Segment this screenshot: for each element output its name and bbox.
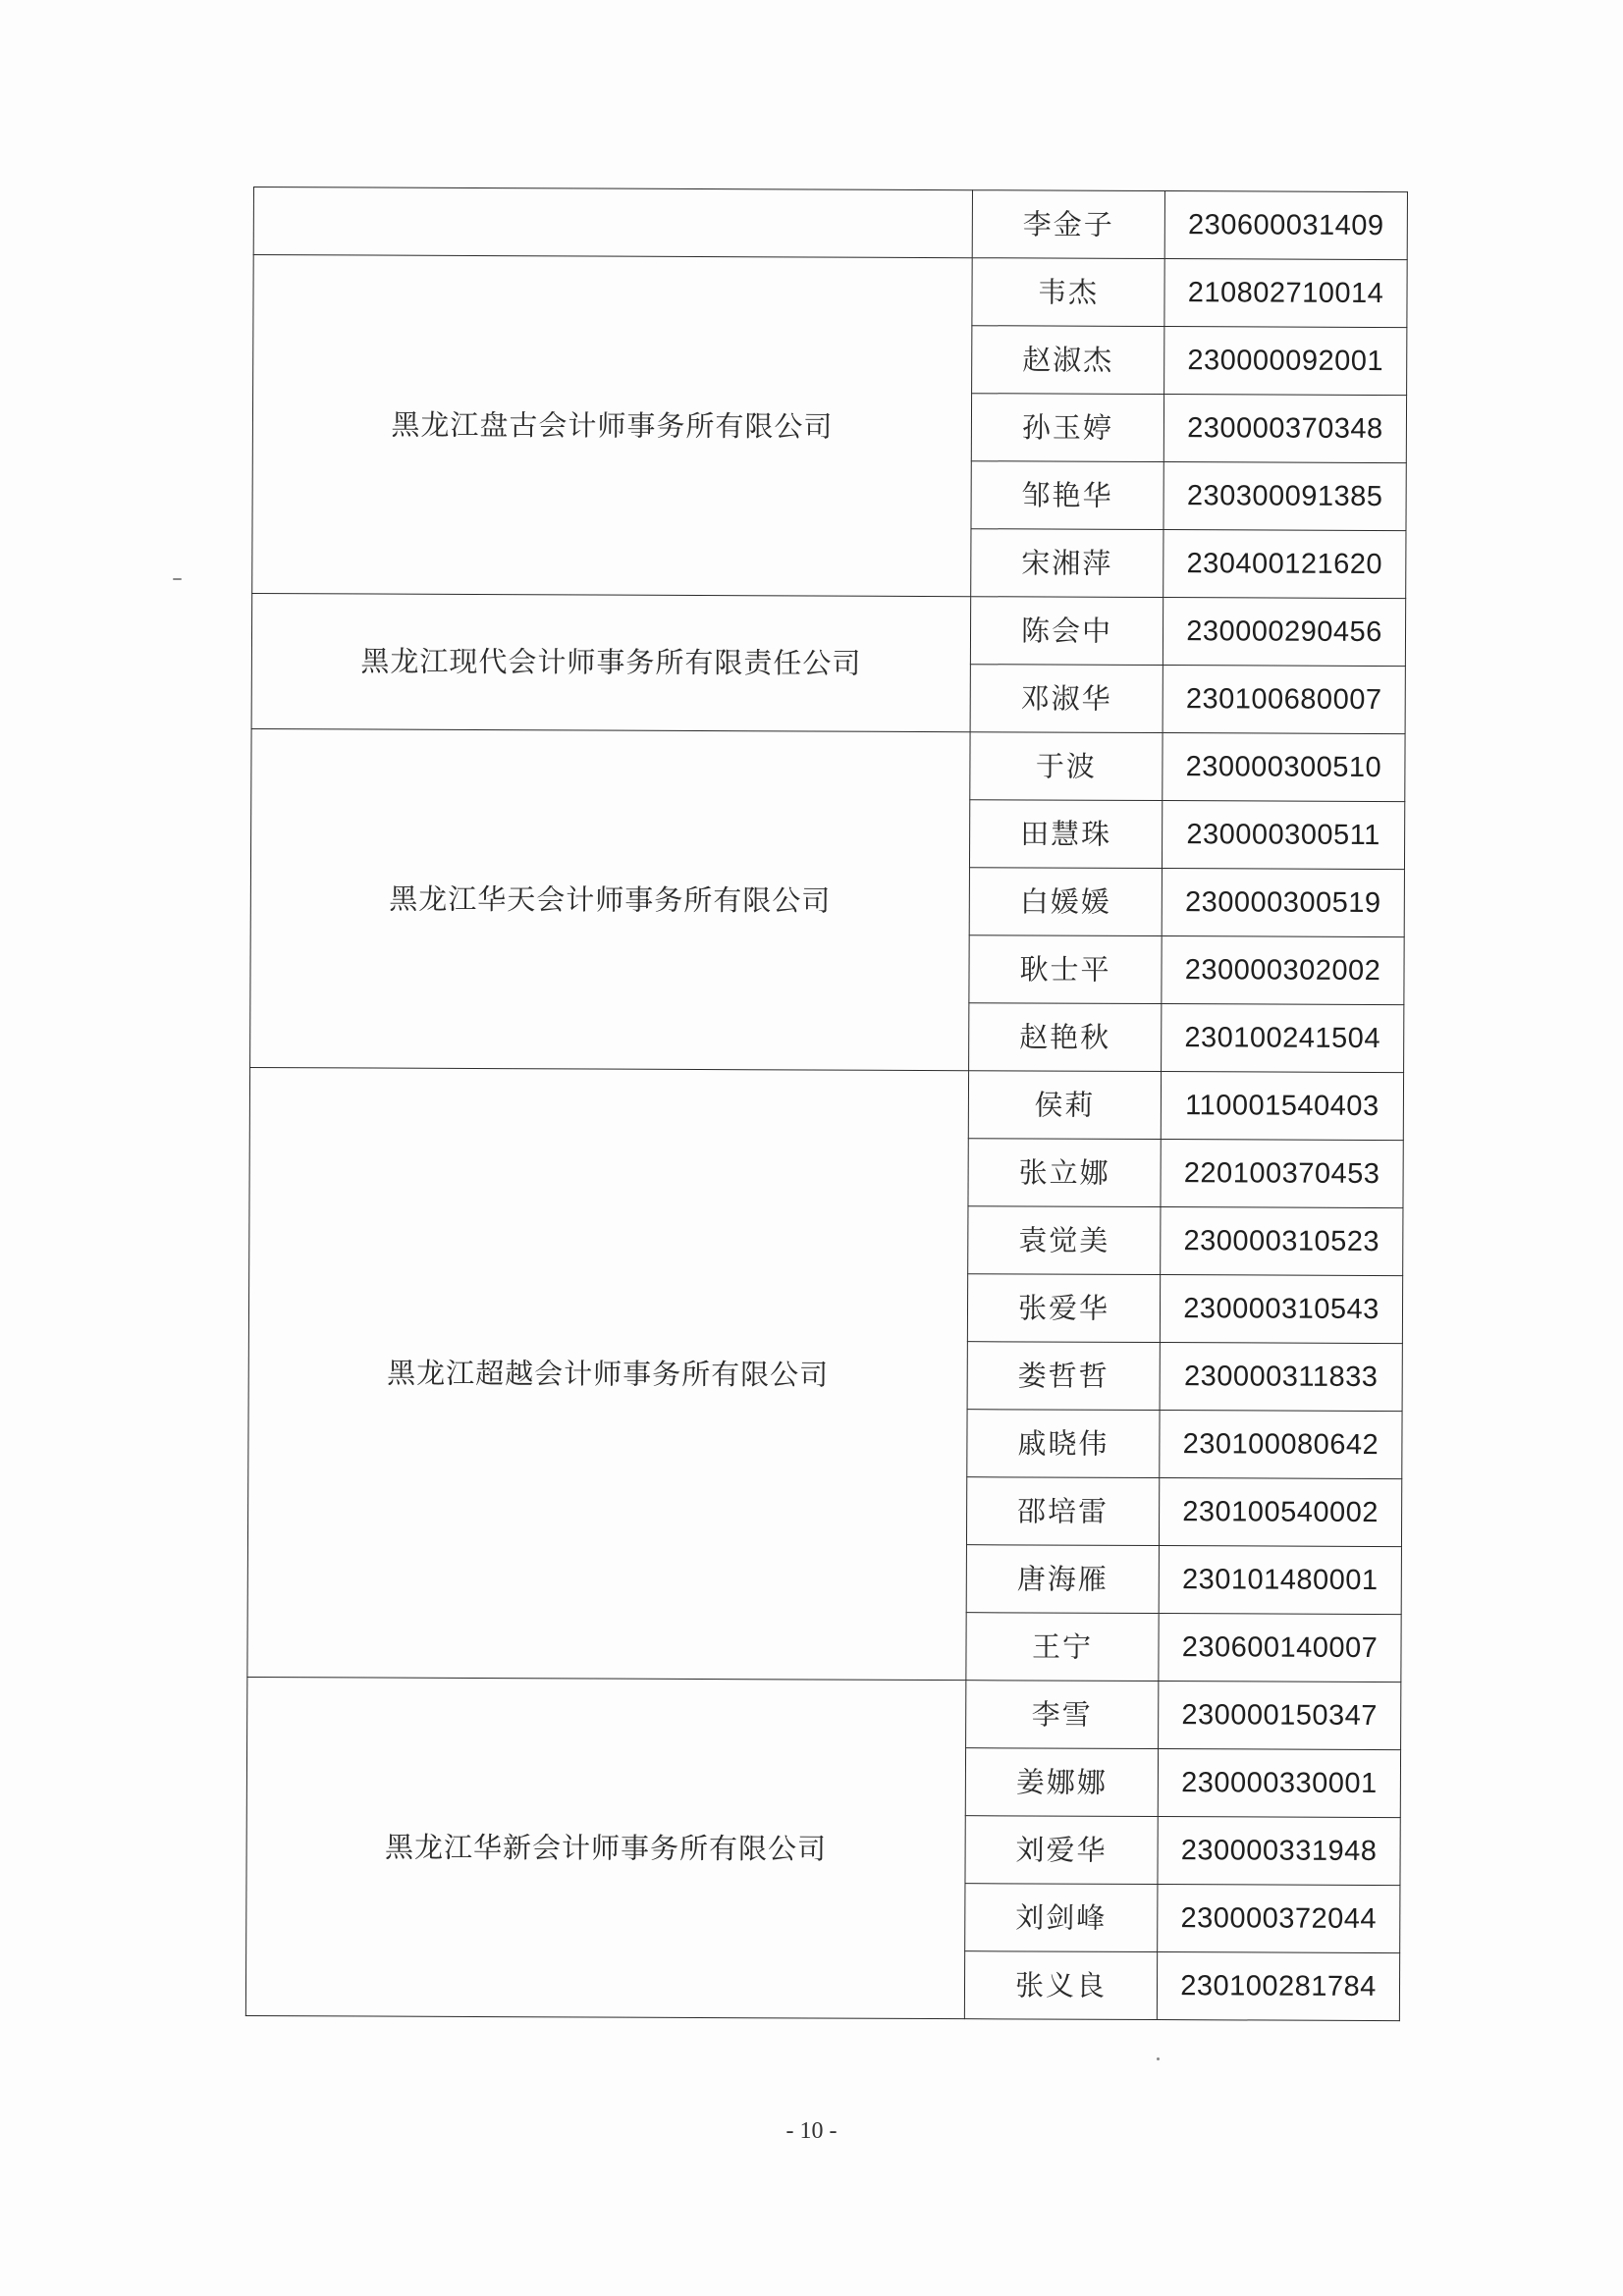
member-name-cell: 孙玉婷 [971,394,1163,462]
member-name-cell: 张爱华 [967,1274,1160,1343]
member-name-cell: 李金子 [972,190,1164,259]
certificate-number-cell: 230000330001 [1158,1749,1400,1818]
member-name-cell: 娄哲哲 [967,1342,1160,1411]
member-name-cell: 赵艳秋 [969,1003,1162,1072]
certificate-number-cell: 210802710014 [1164,259,1407,328]
certificate-number-cell: 230000300519 [1162,869,1404,937]
certificate-number-cell: 230000310523 [1161,1207,1403,1276]
roster-body [245,187,1407,2021]
table-row [251,593,1405,666]
firm-name-cell: 黑龙江盘古会计师事务所有限公司 [252,255,972,597]
firm-name-cell: 黑龙江华新会计师事务所有限公司 [245,1677,965,2018]
member-name-cell: 张义良 [964,1951,1157,2020]
member-name-cell: 白媛媛 [969,868,1162,936]
firm-name-cell [253,187,972,258]
member-name-cell: 邵培雷 [966,1477,1159,1546]
certificate-number-cell: 230000370348 [1163,395,1406,463]
firm-name-cell: 黑龙江华天会计师事务所有限公司 [250,728,970,1070]
table-row [253,255,1407,328]
member-name-cell: 姜娜娜 [965,1748,1158,1817]
table-row [247,1677,1401,1749]
member-name-cell: 李雪 [966,1681,1159,1749]
member-name-cell: 耿士平 [969,935,1162,1004]
certificate-number-cell: 230000372044 [1158,1885,1400,1953]
page-number: - 10 - [785,2118,838,2144]
member-name-cell: 赵淑杰 [972,326,1164,395]
member-name-cell: 戚晓伟 [967,1410,1160,1478]
member-name-cell: 韦杰 [972,258,1164,327]
certificate-number-cell: 230300091385 [1163,462,1406,531]
certificate-number-cell: 230000300511 [1162,801,1404,870]
scan-speck [1157,2057,1160,2060]
table-row [249,1067,1403,1140]
member-name-cell: 王宁 [966,1613,1159,1682]
certificate-number-cell: 230100540002 [1159,1478,1401,1547]
certificate-number-cell: 230000150347 [1159,1682,1401,1750]
scan-speck [173,578,182,580]
member-name-cell: 张立娜 [968,1139,1161,1207]
certificate-number-cell: 230101480001 [1159,1546,1401,1615]
certificate-number-cell: 230000311833 [1160,1343,1402,1412]
member-name-cell: 邓淑华 [970,665,1163,733]
firm-name-cell: 黑龙江现代会计师事务所有限责任公司 [251,593,971,731]
certificate-number-cell: 230100680007 [1163,666,1405,734]
member-name-cell: 侯莉 [968,1071,1161,1140]
accountant-roster-table [245,187,1408,2021]
certificate-number-cell: 230000300510 [1163,733,1405,802]
certificate-number-cell: 110001540403 [1161,1072,1403,1141]
certificate-number-cell: 230000092001 [1164,327,1407,396]
certificate-number-cell: 230000290456 [1163,598,1405,667]
member-name-cell: 陈会中 [970,597,1163,666]
member-name-cell: 于波 [970,732,1163,801]
certificate-number-cell: 230600140007 [1159,1614,1401,1682]
member-name-cell: 刘剑峰 [965,1884,1158,1952]
member-name-cell: 田慧珠 [969,800,1162,869]
certificate-number-cell: 230100080642 [1160,1411,1402,1479]
certificate-number-cell: 220100370453 [1161,1140,1403,1208]
firm-name-cell: 黑龙江超越会计师事务所有限公司 [247,1067,969,1680]
member-name-cell: 宋湘萍 [971,529,1163,598]
member-name-cell: 唐海雁 [966,1545,1159,1614]
certificate-number-cell: 230000331948 [1158,1817,1400,1886]
table-row [253,187,1407,260]
certificate-number-cell: 230100281784 [1157,1952,1399,2021]
member-name-cell: 邹艳华 [971,461,1163,530]
certificate-number-cell: 230400121620 [1163,530,1406,599]
certificate-number-cell: 230600031409 [1164,191,1407,260]
member-name-cell: 袁觉美 [968,1206,1161,1275]
certificate-number-cell: 230000310543 [1160,1275,1402,1344]
certificate-number-cell: 230000302002 [1162,936,1404,1005]
member-name-cell: 刘爱华 [965,1816,1158,1885]
certificate-number-cell: 230100241504 [1162,1004,1404,1073]
table-row [251,728,1405,801]
